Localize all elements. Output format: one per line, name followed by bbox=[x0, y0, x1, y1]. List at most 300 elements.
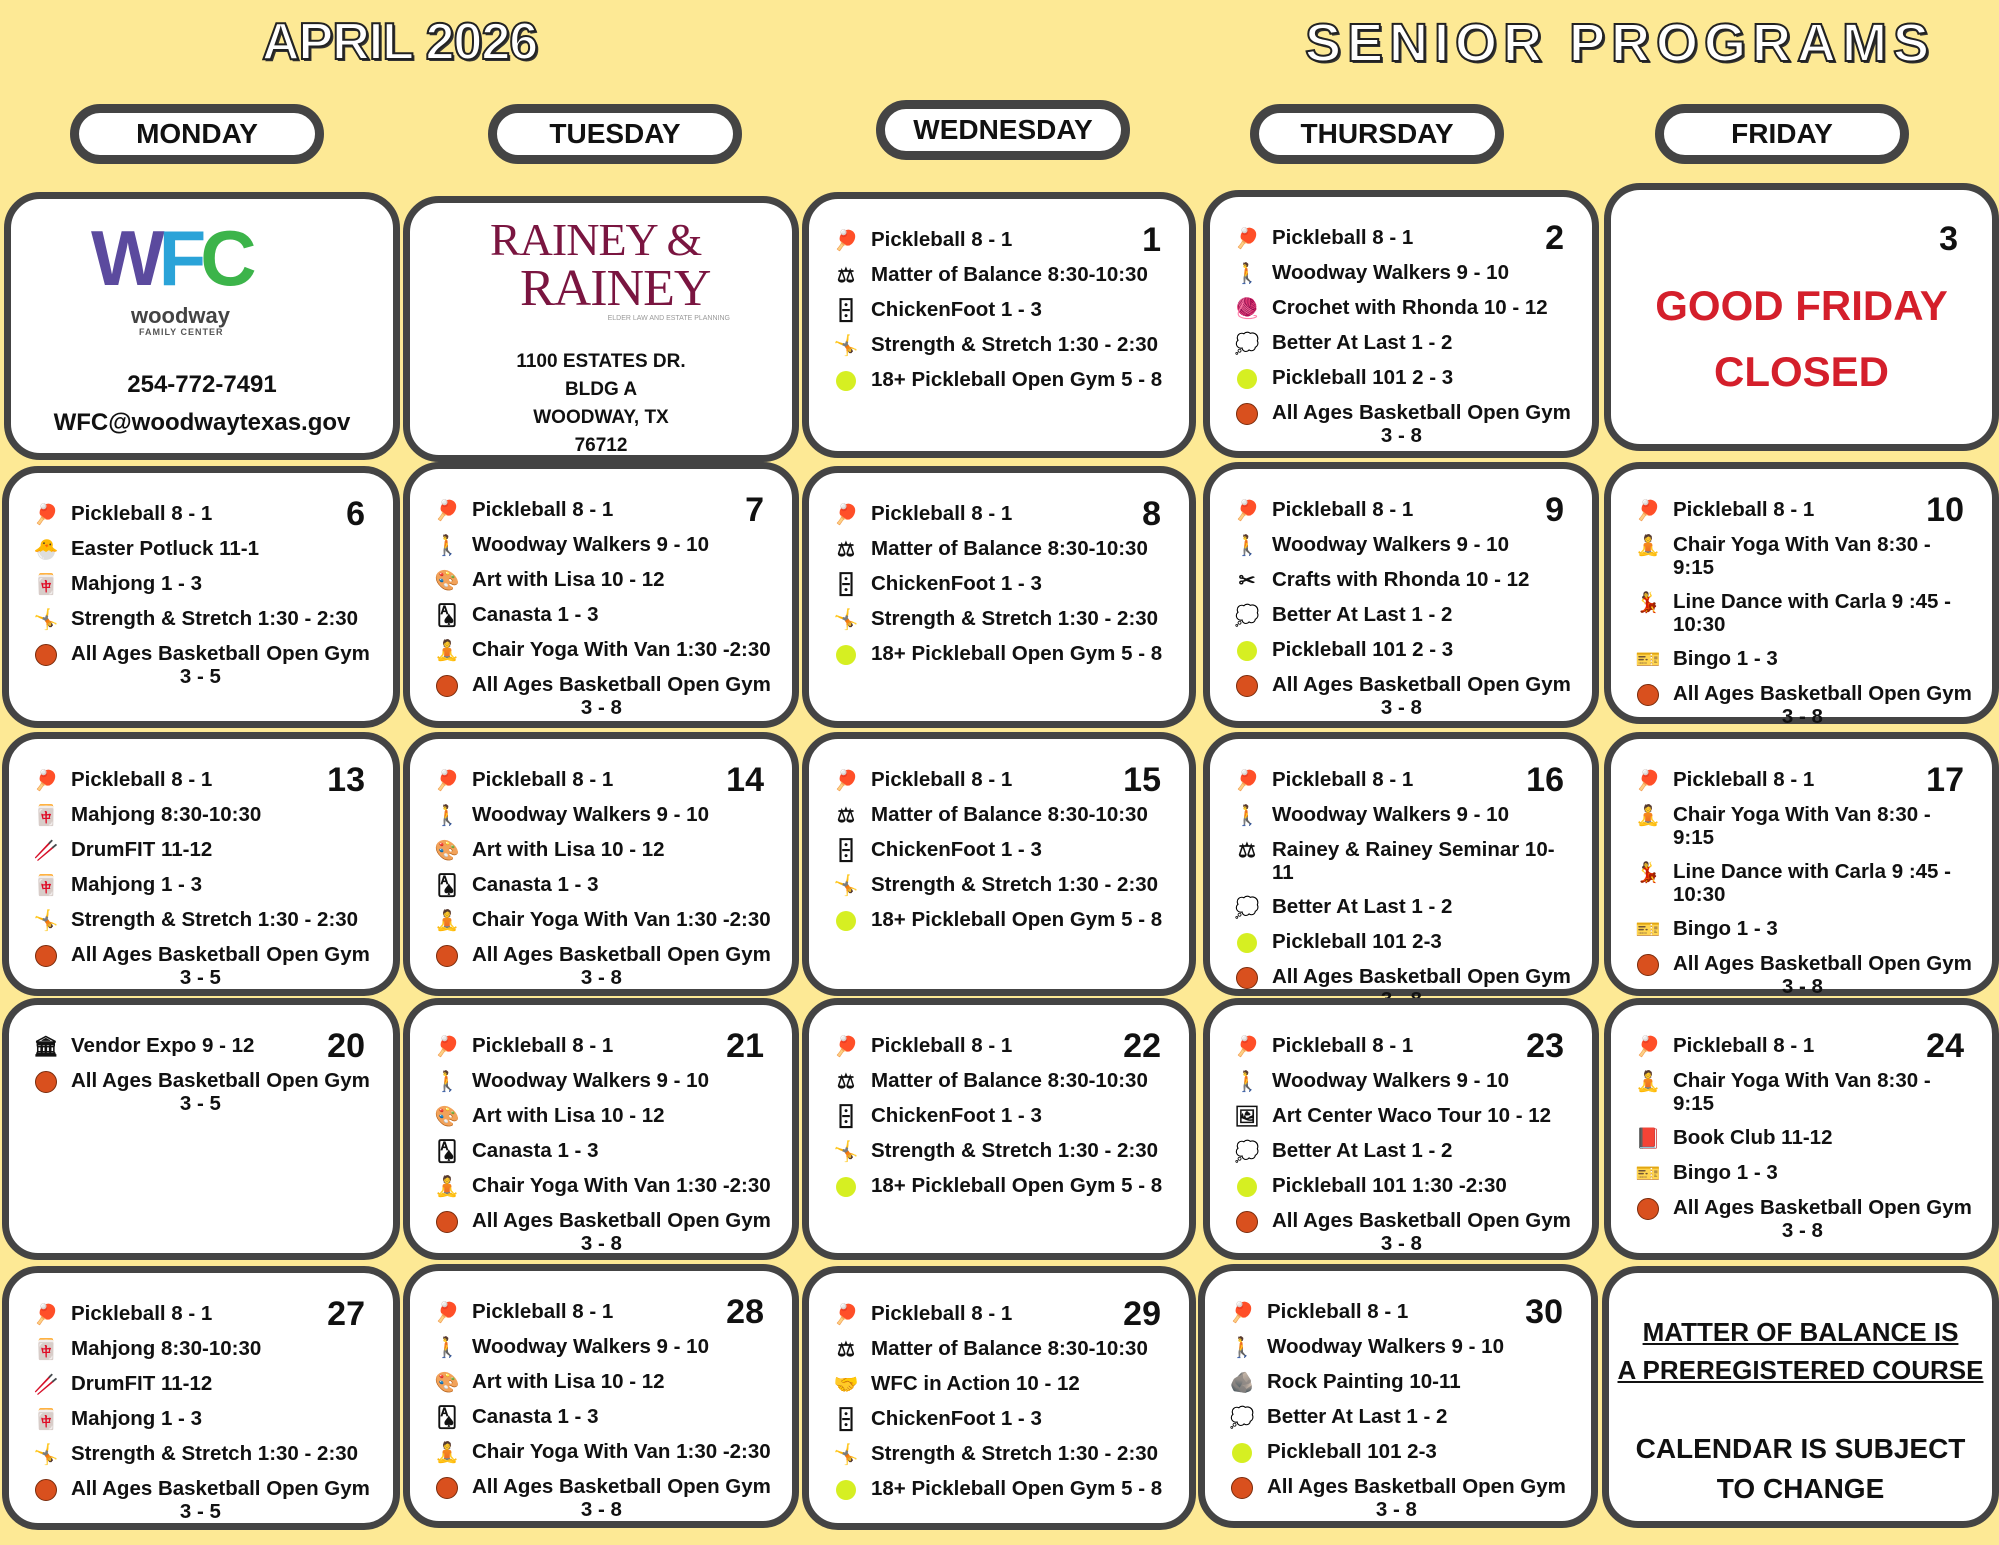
event-label: Line Dance with Carla 9 :45 - 10:30 bbox=[1673, 859, 1951, 906]
event-list bbox=[1232, 499, 1572, 731]
mahjong-icon: 🀄 bbox=[33, 804, 59, 827]
event-item[interactable] bbox=[1232, 569, 1572, 593]
event-label: Strength & Stretch 1:30 - 2:30 bbox=[871, 1139, 1159, 1162]
event-item[interactable] bbox=[1232, 367, 1572, 391]
event-text bbox=[871, 1373, 1080, 1396]
event-label: Line Dance with Carla 9 :45 - 10:30 bbox=[1673, 589, 1951, 636]
event-item[interactable] bbox=[1232, 332, 1572, 356]
pickleball-icon bbox=[1227, 1441, 1257, 1465]
event-item[interactable] bbox=[1633, 1070, 1972, 1116]
event-list bbox=[831, 1303, 1169, 1513]
day-cell-29[interactable] bbox=[802, 1266, 1196, 1530]
event-time: 3 - 8 bbox=[1781, 974, 1823, 998]
day-cell-23[interactable] bbox=[1203, 998, 1599, 1260]
event-item[interactable] bbox=[831, 643, 1169, 667]
event-item[interactable] bbox=[1232, 402, 1572, 448]
event-item[interactable] bbox=[831, 1140, 1169, 1164]
event-item[interactable] bbox=[1227, 1336, 1571, 1360]
event-text bbox=[71, 1070, 370, 1116]
event-item[interactable] bbox=[31, 1338, 373, 1362]
event-text bbox=[472, 769, 613, 792]
event-text bbox=[472, 1035, 613, 1058]
event-item[interactable] bbox=[1633, 953, 1972, 999]
event-item[interactable] bbox=[831, 1035, 1169, 1059]
event-label: Vendor Expo 9 - 12 bbox=[71, 1034, 255, 1057]
event-label: 18+ Pickleball Open Gym 5 - 8 bbox=[871, 642, 1163, 665]
mahjong-icon: 🀄 bbox=[33, 1408, 59, 1431]
event-item[interactable] bbox=[1232, 1070, 1572, 1094]
event-text bbox=[1673, 769, 1814, 792]
day-number: 9 bbox=[1545, 491, 1564, 529]
event-item[interactable] bbox=[831, 804, 1169, 828]
event-item[interactable] bbox=[432, 639, 772, 663]
event-label: Matter of Balance 8:30-10:30 bbox=[871, 263, 1148, 286]
event-label: Pickleball 8 - 1 bbox=[871, 1034, 1013, 1057]
event-item[interactable] bbox=[432, 909, 772, 933]
event-item[interactable] bbox=[1232, 1175, 1572, 1199]
walker-icon: 🚶 bbox=[1229, 1336, 1255, 1359]
wfc-action-icon: 🤝 bbox=[833, 1373, 859, 1396]
seesaw-icon: ⚖ bbox=[837, 1070, 855, 1093]
event-item[interactable] bbox=[831, 1373, 1169, 1397]
vendor-building-icon: 🏛 bbox=[33, 1035, 59, 1058]
weekday-header-monday: MONDAY bbox=[70, 104, 324, 164]
event-label: Strength & Stretch 1:30 - 2:30 bbox=[871, 607, 1159, 630]
pickleball-paddle-icon: 🏓 bbox=[1234, 769, 1260, 792]
event-label: Mahjong 1 - 3 bbox=[71, 572, 202, 595]
event-label: Pickleball 8 - 1 bbox=[871, 1302, 1013, 1325]
event-label: Woodway Walkers 9 - 10 bbox=[1272, 533, 1509, 556]
event-item[interactable] bbox=[831, 1408, 1169, 1432]
day-cell-7[interactable] bbox=[403, 462, 799, 728]
pickleball-paddle-icon: 🏓 bbox=[1635, 769, 1661, 792]
event-item[interactable] bbox=[1633, 1035, 1972, 1059]
event-time: 3 - 8 bbox=[580, 695, 622, 719]
head-heart-icon: 💭 bbox=[1234, 332, 1260, 355]
event-label: ChickenFoot 1 - 3 bbox=[871, 1407, 1042, 1430]
event-label: All Ages Basketball Open Gym bbox=[472, 943, 771, 966]
event-label: 18+ Pickleball Open Gym 5 - 8 bbox=[871, 1174, 1163, 1197]
day-number: 13 bbox=[327, 761, 365, 799]
event-text bbox=[1673, 1162, 1778, 1185]
event-text bbox=[1272, 1035, 1413, 1058]
cards-icon: 🂡 bbox=[436, 874, 458, 897]
event-item[interactable] bbox=[31, 573, 373, 597]
stretch-icon: 🤸 bbox=[833, 874, 859, 897]
event-text bbox=[71, 874, 202, 897]
event-item[interactable] bbox=[31, 1070, 373, 1116]
day-cell-28[interactable] bbox=[403, 1264, 799, 1528]
event-label: ChickenFoot 1 - 3 bbox=[871, 1104, 1042, 1127]
event-item[interactable] bbox=[432, 769, 772, 793]
event-text bbox=[1673, 591, 1972, 637]
event-text bbox=[472, 499, 613, 522]
event-text bbox=[1673, 1035, 1814, 1058]
day-cell-15[interactable] bbox=[802, 732, 1196, 996]
event-item[interactable] bbox=[432, 674, 772, 720]
event-label: ChickenFoot 1 - 3 bbox=[871, 572, 1042, 595]
event-item[interactable] bbox=[432, 804, 772, 828]
event-list bbox=[432, 1301, 772, 1533]
event-item[interactable] bbox=[31, 1478, 373, 1524]
event-label: All Ages Basketball Open Gym bbox=[472, 673, 771, 696]
event-item[interactable] bbox=[31, 1035, 373, 1059]
day-number: 1 bbox=[1142, 221, 1161, 259]
calendar-change-notice-2: TO CHANGE bbox=[1716, 1473, 1885, 1504]
matter-of-balance-notice-1: MATTER OF BALANCE IS bbox=[1642, 1317, 1959, 1347]
day-cell-16[interactable] bbox=[1203, 732, 1599, 996]
pickleball-paddle-icon: 🏓 bbox=[1635, 499, 1661, 522]
event-item[interactable] bbox=[1633, 591, 1972, 637]
event-item[interactable] bbox=[432, 534, 772, 558]
event-label: Easter Potluck 11-1 bbox=[71, 537, 260, 560]
day-cell-1[interactable] bbox=[802, 192, 1196, 458]
event-item[interactable] bbox=[432, 1070, 772, 1094]
day-number: 16 bbox=[1526, 761, 1564, 799]
event-item[interactable] bbox=[432, 569, 772, 593]
event-label: Pickleball 101 2 - 3 bbox=[1272, 638, 1454, 661]
pickleball-paddle-icon: 🏓 bbox=[833, 229, 859, 252]
event-item[interactable] bbox=[831, 573, 1169, 597]
event-item[interactable] bbox=[831, 1070, 1169, 1094]
event-item[interactable] bbox=[1232, 769, 1572, 793]
event-time: 3 - 8 bbox=[1781, 1218, 1823, 1242]
event-item[interactable] bbox=[31, 1303, 373, 1327]
event-label: Pickleball 8 - 1 bbox=[472, 1300, 614, 1323]
event-item[interactable] bbox=[432, 944, 772, 990]
event-item[interactable] bbox=[831, 839, 1169, 863]
stretch-icon: 🤸 bbox=[833, 608, 859, 631]
day-cell-8[interactable] bbox=[802, 466, 1196, 728]
event-item[interactable] bbox=[831, 874, 1169, 898]
event-text bbox=[1673, 804, 1972, 850]
event-list bbox=[31, 503, 373, 700]
event-item[interactable] bbox=[831, 538, 1169, 562]
event-item[interactable] bbox=[31, 503, 373, 527]
event-time: 3 - 8 bbox=[1380, 423, 1422, 447]
day-cell-14[interactable] bbox=[403, 732, 799, 996]
event-item[interactable] bbox=[31, 608, 373, 632]
dominoes-icon: 🁫 bbox=[837, 839, 855, 862]
event-item[interactable] bbox=[1227, 1476, 1571, 1522]
event-item[interactable] bbox=[432, 1336, 772, 1360]
event-text bbox=[1267, 1301, 1408, 1324]
event-label: Matter of Balance 8:30-10:30 bbox=[871, 537, 1148, 560]
weekday-header-thursday: THURSDAY bbox=[1250, 104, 1504, 164]
crafts-icon: ✂ bbox=[1238, 569, 1256, 592]
event-list bbox=[1227, 1301, 1571, 1533]
event-item[interactable] bbox=[432, 1371, 772, 1395]
event-time: 3 - 8 bbox=[1375, 1497, 1417, 1521]
event-label: Pickleball 8 - 1 bbox=[871, 768, 1013, 791]
event-item[interactable] bbox=[432, 1441, 772, 1465]
seesaw-icon: ⚖ bbox=[837, 264, 855, 287]
event-label: 18+ Pickleball Open Gym 5 - 8 bbox=[871, 368, 1163, 391]
head-heart-icon: 💭 bbox=[1234, 896, 1260, 919]
event-label: Chair Yoga With Van 1:30 -2:30 bbox=[472, 638, 771, 661]
basketball-icon bbox=[432, 1476, 462, 1500]
event-item[interactable] bbox=[1633, 534, 1972, 580]
event-item[interactable] bbox=[432, 1140, 772, 1164]
day-cell-22[interactable] bbox=[802, 998, 1196, 1260]
event-text bbox=[1272, 534, 1509, 557]
event-item[interactable] bbox=[831, 1443, 1169, 1467]
chair-yoga-icon: 🧘 bbox=[434, 639, 460, 662]
event-item[interactable] bbox=[831, 299, 1169, 323]
event-label: Mahjong 8:30-10:30 bbox=[71, 1337, 262, 1360]
day-cell-2[interactable] bbox=[1203, 190, 1599, 458]
event-item[interactable] bbox=[831, 369, 1169, 393]
event-list bbox=[1633, 769, 1972, 1010]
event-item[interactable] bbox=[831, 1338, 1169, 1362]
event-item[interactable] bbox=[432, 1175, 772, 1199]
event-item[interactable] bbox=[31, 769, 373, 793]
event-item[interactable] bbox=[1227, 1406, 1571, 1430]
event-item[interactable] bbox=[1633, 1162, 1972, 1186]
event-time: 3 - 8 bbox=[580, 1231, 622, 1255]
event-item[interactable] bbox=[831, 334, 1169, 358]
event-label: Art Center Waco Tour 10 - 12 bbox=[1272, 1104, 1552, 1127]
event-label: Woodway Walkers 9 - 10 bbox=[472, 1069, 709, 1092]
event-item[interactable] bbox=[432, 1035, 772, 1059]
seesaw-icon: ⚖ bbox=[837, 1338, 855, 1361]
event-item[interactable] bbox=[1232, 931, 1572, 955]
pickleball-icon bbox=[1232, 931, 1262, 955]
event-item[interactable] bbox=[1633, 1127, 1972, 1151]
event-label: Pickleball 8 - 1 bbox=[472, 1034, 614, 1057]
event-label: Mahjong 1 - 3 bbox=[71, 873, 202, 896]
event-item[interactable] bbox=[1232, 1105, 1572, 1129]
event-item[interactable] bbox=[432, 1406, 772, 1430]
event-item[interactable] bbox=[1227, 1441, 1571, 1465]
event-text bbox=[71, 804, 261, 827]
event-list bbox=[31, 769, 373, 1001]
event-item[interactable] bbox=[1232, 297, 1572, 321]
event-text bbox=[71, 643, 370, 689]
day-number: 17 bbox=[1926, 761, 1964, 799]
event-label: Chair Yoga With Van 1:30 -2:30 bbox=[472, 1174, 771, 1197]
event-label: Crafts with Rhonda 10 - 12 bbox=[1272, 568, 1530, 591]
event-text bbox=[71, 1478, 370, 1524]
event-item[interactable] bbox=[831, 769, 1169, 793]
event-item[interactable] bbox=[831, 608, 1169, 632]
event-text bbox=[472, 1210, 771, 1256]
event-item[interactable] bbox=[1232, 604, 1572, 628]
event-item[interactable] bbox=[31, 839, 373, 863]
event-label: Pickleball 8 - 1 bbox=[1272, 226, 1414, 249]
event-item[interactable] bbox=[1232, 896, 1572, 920]
event-item[interactable] bbox=[1232, 804, 1572, 828]
event-label: Pickleball 8 - 1 bbox=[1272, 768, 1414, 791]
event-item[interactable] bbox=[1633, 861, 1972, 907]
event-label: DrumFIT 11-12 bbox=[71, 838, 213, 861]
day-cell-13[interactable] bbox=[2, 732, 400, 996]
wfc-phone: 254-772-7491 bbox=[127, 371, 277, 398]
event-text bbox=[1272, 1175, 1507, 1198]
event-item[interactable] bbox=[31, 643, 373, 689]
event-item[interactable] bbox=[31, 804, 373, 828]
day-cell-27[interactable] bbox=[2, 1266, 400, 1530]
event-item[interactable] bbox=[831, 264, 1169, 288]
event-item[interactable] bbox=[432, 604, 772, 628]
event-text bbox=[1272, 931, 1442, 954]
matter-of-balance-notice-2: A PREREGISTERED COURSE bbox=[1617, 1355, 1984, 1385]
day-number: 6 bbox=[346, 495, 365, 533]
event-text bbox=[1272, 804, 1509, 827]
palette-icon: 🎨 bbox=[434, 569, 460, 592]
good-friday-cell[interactable] bbox=[1604, 183, 1999, 451]
event-label: Art with Lisa 10 - 12 bbox=[472, 838, 665, 861]
event-item[interactable] bbox=[1232, 1210, 1572, 1256]
event-list bbox=[1232, 769, 1572, 1023]
event-text bbox=[472, 1336, 709, 1359]
art-gallery-icon: 🖼 bbox=[1234, 1105, 1260, 1128]
pickleball-paddle-icon: 🏓 bbox=[833, 503, 859, 526]
event-text bbox=[1272, 569, 1529, 592]
event-text bbox=[71, 608, 358, 631]
event-label: Mahjong 1 - 3 bbox=[71, 1407, 202, 1430]
event-label: Rainey & Rainey Seminar 10-11 bbox=[1272, 838, 1555, 884]
event-label: Pickleball 8 - 1 bbox=[71, 1302, 213, 1325]
event-item[interactable] bbox=[31, 1373, 373, 1397]
day-cell-20[interactable] bbox=[2, 998, 400, 1260]
day-cell-24[interactable] bbox=[1604, 998, 1999, 1260]
event-label: Canasta 1 - 3 bbox=[472, 1405, 599, 1428]
event-time: 3 - 5 bbox=[179, 1091, 221, 1115]
mahjong-icon: 🀄 bbox=[33, 1338, 59, 1361]
palette-icon: 🎨 bbox=[434, 1371, 460, 1394]
event-label: Better At Last 1 - 2 bbox=[1272, 331, 1453, 354]
event-text bbox=[1272, 402, 1571, 448]
day-cell-21[interactable] bbox=[403, 998, 799, 1260]
basketball-icon bbox=[31, 1478, 61, 1502]
event-text bbox=[71, 769, 212, 792]
event-label: Rock Painting 10-11 bbox=[1267, 1370, 1461, 1393]
palette-icon: 🎨 bbox=[434, 839, 460, 862]
event-label: Pickleball 8 - 1 bbox=[1272, 498, 1414, 521]
event-item[interactable] bbox=[1227, 1371, 1571, 1395]
event-item[interactable] bbox=[31, 874, 373, 898]
event-item[interactable] bbox=[1232, 1140, 1572, 1164]
event-item[interactable] bbox=[1232, 262, 1572, 286]
event-item[interactable] bbox=[31, 944, 373, 990]
mahjong-icon: 🀄 bbox=[33, 874, 59, 897]
event-label: Pickleball 101 2-3 bbox=[1267, 1440, 1437, 1463]
day-cell-9[interactable] bbox=[1203, 462, 1599, 728]
event-item[interactable] bbox=[831, 909, 1169, 933]
event-label: Woodway Walkers 9 - 10 bbox=[1267, 1335, 1504, 1358]
event-list bbox=[831, 503, 1169, 678]
event-item[interactable] bbox=[1633, 804, 1972, 850]
day-number: 28 bbox=[726, 1293, 764, 1331]
day-number: 20 bbox=[327, 1027, 365, 1065]
scales-icon: ⚖ bbox=[1238, 839, 1256, 862]
event-item[interactable] bbox=[432, 1105, 772, 1129]
event-item[interactable] bbox=[831, 229, 1169, 253]
event-item[interactable] bbox=[432, 1476, 772, 1522]
event-text bbox=[1272, 227, 1413, 250]
event-item[interactable] bbox=[831, 1303, 1169, 1327]
event-item[interactable] bbox=[1232, 674, 1572, 720]
event-item[interactable] bbox=[831, 1478, 1169, 1502]
event-label: ChickenFoot 1 - 3 bbox=[871, 838, 1042, 861]
event-item[interactable] bbox=[31, 1443, 373, 1467]
day-number: 8 bbox=[1142, 495, 1161, 533]
event-item[interactable] bbox=[432, 1210, 772, 1256]
basketball-icon bbox=[31, 643, 61, 667]
event-item[interactable] bbox=[831, 1175, 1169, 1199]
event-item[interactable] bbox=[31, 909, 373, 933]
bingo-icon: 🎫 bbox=[1635, 1162, 1661, 1185]
event-item[interactable] bbox=[432, 499, 772, 523]
event-item[interactable] bbox=[432, 1301, 772, 1325]
event-text bbox=[71, 1373, 212, 1396]
day-cell-10[interactable] bbox=[1604, 462, 1999, 728]
event-item[interactable] bbox=[831, 503, 1169, 527]
day-cell-6[interactable] bbox=[2, 466, 400, 728]
event-text bbox=[472, 804, 709, 827]
event-item[interactable] bbox=[831, 1105, 1169, 1129]
event-text bbox=[871, 299, 1042, 322]
event-label: Bingo 1 - 3 bbox=[1673, 646, 1778, 670]
event-item[interactable] bbox=[1633, 648, 1972, 672]
chair-yoga-icon: 🧘 bbox=[1635, 534, 1661, 557]
event-item[interactable] bbox=[1633, 769, 1972, 793]
event-label: Art with Lisa 10 - 12 bbox=[472, 568, 665, 591]
event-text bbox=[871, 1070, 1148, 1093]
event-list bbox=[432, 1035, 772, 1267]
event-text bbox=[472, 1070, 709, 1093]
pickleball-icon bbox=[831, 369, 861, 393]
rainey-address-4: 76712 bbox=[574, 435, 628, 456]
event-item[interactable] bbox=[1633, 1197, 1972, 1243]
event-text bbox=[871, 1408, 1042, 1431]
closed-label: CLOSED bbox=[1713, 348, 1889, 395]
event-item[interactable] bbox=[31, 538, 373, 562]
event-text bbox=[1272, 839, 1572, 885]
event-item[interactable] bbox=[1232, 839, 1572, 885]
event-item[interactable] bbox=[1232, 227, 1572, 251]
event-item[interactable] bbox=[432, 874, 772, 898]
event-text bbox=[472, 839, 665, 862]
event-item[interactable] bbox=[1232, 534, 1572, 558]
basketball-icon bbox=[1227, 1476, 1257, 1500]
event-text bbox=[871, 369, 1162, 392]
event-item[interactable] bbox=[1232, 639, 1572, 663]
event-label: All Ages Basketball Open Gym bbox=[1272, 673, 1571, 696]
event-label: Pickleball 8 - 1 bbox=[871, 502, 1013, 525]
basketball-icon bbox=[1232, 674, 1262, 698]
event-item[interactable] bbox=[1633, 918, 1972, 942]
event-item[interactable] bbox=[1232, 1035, 1572, 1059]
event-item[interactable] bbox=[1633, 499, 1972, 523]
event-item[interactable] bbox=[31, 1408, 373, 1432]
pickleball-icon bbox=[831, 643, 861, 667]
event-item[interactable] bbox=[1232, 499, 1572, 523]
day-cell-30[interactable] bbox=[1198, 1264, 1598, 1528]
event-item[interactable] bbox=[1227, 1301, 1571, 1325]
basketball-icon bbox=[1633, 683, 1663, 707]
event-label: 18+ Pickleball Open Gym 5 - 8 bbox=[871, 908, 1163, 931]
pickleball-paddle-icon: 🏓 bbox=[33, 769, 59, 792]
event-item[interactable] bbox=[1633, 683, 1972, 729]
stretch-icon: 🤸 bbox=[33, 909, 59, 932]
event-label: Canasta 1 - 3 bbox=[472, 1139, 599, 1162]
event-item[interactable] bbox=[432, 839, 772, 863]
event-time: 3 - 5 bbox=[179, 664, 221, 688]
event-text bbox=[71, 503, 212, 526]
day-cell-17[interactable] bbox=[1604, 732, 1999, 996]
